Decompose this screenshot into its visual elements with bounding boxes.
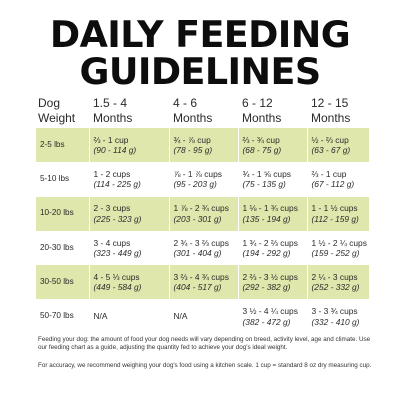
- feeding-note: Feeding your dog: the amount of food your dog needs will vary depending on breed, activity level, age and climate. Use our feeding chart as a guide, adjusting the quantity fed to achieve your dog's ideal weight.: [38, 336, 371, 352]
- header-line: 6 - 12: [242, 96, 273, 110]
- amount-cell: [238, 128, 307, 162]
- grams-value: (404 - 517 g): [173, 282, 222, 293]
- cups-value: 2 ⅔ - 3 ½ cups: [242, 271, 298, 282]
- weight-cell: 2-5 lbs: [36, 128, 89, 162]
- feeding-table: [36, 96, 369, 334]
- header-age-4: [307, 96, 369, 128]
- table-row: [36, 128, 369, 162]
- table-header-row: [36, 96, 369, 128]
- table-row: [36, 265, 369, 299]
- grams-value: (301 - 404 g): [173, 248, 222, 259]
- accuracy-note: For accuracy, we recommend weighing your dog's food using a kitchen scale. 1 cup = standard 8 oz dry measuring cup.: [38, 362, 372, 369]
- table-row: [36, 197, 369, 231]
- amount-cell: [169, 265, 238, 299]
- amount-cell: [169, 128, 238, 162]
- amount-cell: [169, 299, 238, 333]
- grams-value: (203 - 301 g): [173, 213, 222, 224]
- title-line-1: DAILY FEEDING: [49, 13, 351, 56]
- amount-cell: [89, 197, 169, 231]
- amount-cell: [89, 162, 169, 196]
- header-line: 1.5 - 4: [93, 96, 128, 110]
- grams-value: (225 - 323 g): [93, 213, 142, 224]
- grams-value: (449 - 584 g): [93, 282, 142, 293]
- amount-cell: [307, 128, 369, 162]
- amount-cell: [238, 265, 307, 299]
- weight-cell: 30-50 lbs: [36, 265, 89, 299]
- amount-cell: [238, 231, 307, 265]
- header-age-3: [238, 96, 307, 128]
- amount-cell: [169, 231, 238, 265]
- cups-value: ⅔ - 1 cup: [93, 134, 129, 145]
- grams-value: (114 - 225 g): [93, 179, 141, 190]
- amount-cell: [307, 197, 369, 231]
- grams-value: (194 - 292 g): [242, 248, 291, 259]
- cups-value: 1 ⅛ - 1 ¾ cups: [242, 203, 298, 214]
- header-line: Months: [311, 110, 351, 125]
- amount-cell: [238, 197, 307, 231]
- page-title: [0, 13, 400, 93]
- cups-value: 4 - 5 ⅓ cups: [93, 271, 140, 282]
- amount-cell: [89, 265, 169, 299]
- title-line-2: GUIDELINES: [79, 50, 321, 93]
- weight-cell: 50-70 lbs: [36, 299, 89, 333]
- cups-value: 1 ⅞ - 2 ¾ cups: [173, 203, 229, 214]
- amount-cell: [89, 231, 169, 265]
- amount-cell: [238, 162, 307, 196]
- cups-value: 3 ⅔ - 4 ¾ cups: [173, 271, 229, 282]
- grams-value: (68 - 75 g): [242, 145, 282, 156]
- cups-value: 3 - 4 cups: [93, 237, 131, 248]
- grams-value: (382 - 472 g): [242, 316, 291, 327]
- cups-value: N/A: [93, 311, 108, 322]
- amount-cell: [89, 128, 169, 162]
- grams-value: (75 - 135 g): [242, 179, 286, 190]
- cups-value: ⅞ - 1 ⅞ cups: [173, 168, 222, 179]
- weight-cell: 10-20 lbs: [36, 197, 89, 231]
- grams-value: (67 - 112 g): [311, 179, 355, 190]
- cups-value: ¾ - ⅞ cup: [173, 134, 211, 145]
- grams-value: (292 - 382 g): [242, 282, 291, 293]
- amount-cell: [89, 299, 169, 333]
- header-line: Dog: [38, 96, 61, 110]
- cups-value: 1 - 2 cups: [93, 168, 131, 179]
- weight-cell: 20-30 lbs: [36, 231, 89, 265]
- header-line: 12 - 15: [311, 96, 349, 110]
- grams-value: (95 - 203 g): [173, 179, 217, 190]
- amount-cell: [307, 162, 369, 196]
- cups-value: 1 ½ - 2 ¼ cups: [311, 237, 367, 248]
- cups-value: ½ - ⅔ cup: [311, 134, 349, 145]
- cups-value: N/A: [173, 311, 188, 322]
- cups-value: 3 ½ - 4 ¼ cups: [242, 306, 298, 317]
- grams-value: (159 - 252 g): [311, 248, 360, 259]
- amount-cell: [307, 231, 369, 265]
- table-row: [36, 299, 369, 333]
- table-row: [36, 231, 369, 265]
- header-age-2: [169, 96, 238, 128]
- cups-value: ⅔ - ¾ cup: [242, 134, 280, 145]
- grams-value: (112 - 159 g): [311, 213, 359, 224]
- cups-value: 2 - 3 cups: [93, 203, 131, 214]
- header-dog-weight: [36, 96, 89, 128]
- grams-value: (252 - 332 g): [311, 282, 360, 293]
- header-line: Months: [242, 110, 282, 125]
- cups-value: 1 - 1 ½ cups: [311, 203, 358, 214]
- header-line: 4 - 6: [173, 96, 198, 110]
- cups-value: 3 - 3 ¾ cups: [311, 306, 358, 317]
- header-age-1: [89, 96, 169, 128]
- grams-value: (332 - 410 g): [311, 316, 360, 327]
- header-line: Weight: [38, 110, 76, 125]
- cups-value: 1 ¾ - 2 ⅔ cups: [242, 237, 298, 248]
- cups-value: 2 ¼ - 3 cups: [311, 271, 358, 282]
- cups-value: 2 ¾ - 3 ⅔ cups: [173, 237, 229, 248]
- amount-cell: [169, 162, 238, 196]
- cups-value: ⅔ - 1 cup: [311, 168, 347, 179]
- grams-value: (135 - 194 g): [242, 213, 291, 224]
- amount-cell: [238, 299, 307, 333]
- amount-cell: [307, 265, 369, 299]
- header-line: Months: [93, 110, 133, 125]
- weight-cell: 5-10 lbs: [36, 162, 89, 196]
- table-row: [36, 162, 369, 196]
- amount-cell: [169, 197, 238, 231]
- grams-value: (63 - 67 g): [311, 145, 351, 156]
- grams-value: (323 - 449 g): [93, 248, 142, 259]
- amount-cell: [307, 299, 369, 333]
- grams-value: (90 - 114 g): [93, 145, 137, 156]
- grams-value: (78 - 95 g): [173, 145, 213, 156]
- header-line: Months: [173, 110, 213, 125]
- cups-value: ¾ - 1 ⅝ cups: [242, 168, 291, 179]
